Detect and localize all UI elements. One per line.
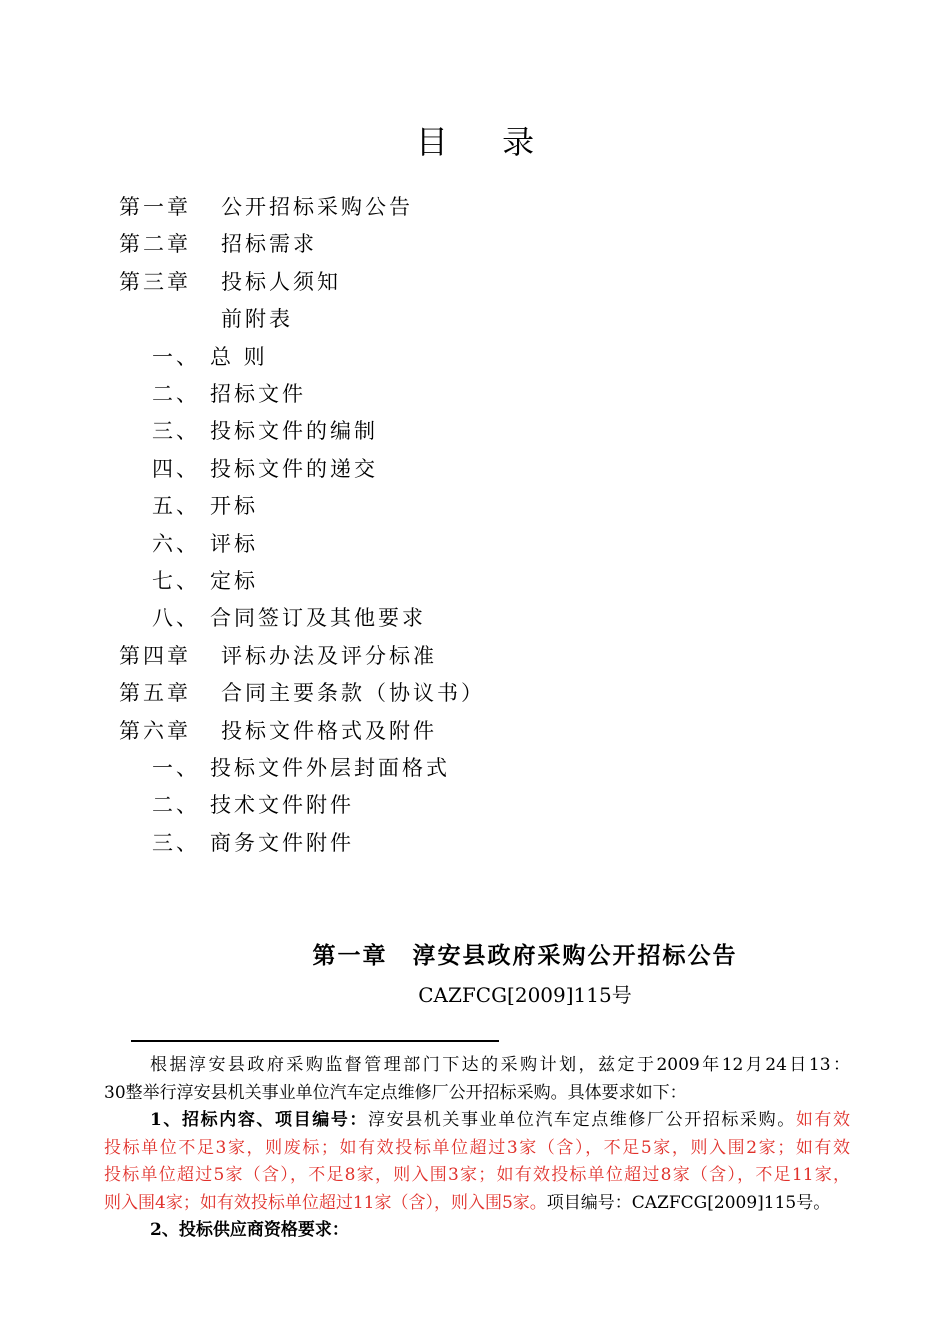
toc-entry-number: 第四章 — [119, 643, 191, 668]
toc-entry-number: 第三章 — [119, 269, 191, 294]
toc-entry-number: 七、 — [152, 569, 200, 593]
toc-entry-text: 投标文件外层封面格式 — [210, 756, 450, 780]
toc-entry-text: 评标办法及评分标准 — [221, 643, 437, 668]
toc-entry-text: 总 则 — [210, 344, 268, 369]
toc-entry-text: 评标 — [210, 531, 258, 556]
announcement-body — [104, 1052, 850, 1245]
item2-label: 2、投标供应商资格要求： — [150, 1220, 349, 1240]
toc-entry-text: 技术文件附件 — [210, 793, 354, 818]
item1-line — [104, 1107, 850, 1135]
toc-entry-number: 二、 — [152, 793, 200, 818]
toc-entry-number: 第六章 — [119, 718, 191, 743]
item1-red-line: 投标单位超过5家（含），不足8家，则入围3家；如有效投标单位超过8家（含），不足11家， — [104, 1165, 850, 1185]
toc-entry-number: 一、 — [152, 344, 200, 369]
intro-line: 30整举行淳安县机关事业单位汽车定点维修厂公开招标采购。具体要求如下： — [104, 1082, 687, 1103]
toc-entry-number: 一、 — [152, 756, 200, 780]
toc-entry-number: 第五章 — [119, 681, 191, 706]
chapter-title: 第一章 淳安县政府采购公开招标公告 — [312, 942, 738, 969]
toc-entry-text: 商务文件附件 — [210, 830, 354, 855]
item1-text: 淳安县机关事业单位汽车定点维修厂公开招标采购。 — [368, 1110, 796, 1130]
toc-entry-number: 八、 — [152, 606, 200, 631]
toc-entry-text: 前附表 — [221, 307, 293, 332]
item1-line — [104, 1190, 850, 1218]
toc-entry-number: 第二章 — [119, 232, 191, 257]
item1-red-text: 如有效 — [795, 1110, 851, 1130]
toc-entry-text: 投标文件的编制 — [210, 419, 378, 444]
intro-paragraph — [104, 1052, 850, 1107]
toc-title: 目 录 — [415, 123, 557, 161]
intro-line: 根据淳安县政府采购监督管理部门下达的采购计划，兹定于2009年12月24日13： — [150, 1055, 850, 1075]
toc-entry-text: 开标 — [210, 494, 258, 519]
item2-paragraph — [104, 1217, 850, 1245]
toc-entry-text: 公开招标采购公告 — [221, 195, 413, 219]
toc-entry-number: 六、 — [152, 531, 200, 556]
toc-entry-number: 第一章 — [119, 195, 191, 219]
toc-entry-number: 三、 — [152, 419, 200, 444]
toc-entry-text: 合同签订及其他要求 — [210, 606, 426, 631]
horizontal-rule — [131, 1040, 499, 1042]
toc-entry-number: 五、 — [152, 494, 200, 519]
toc-entry-text: 招标文件 — [210, 382, 306, 406]
toc-entry-text: 投标文件的递交 — [210, 456, 378, 481]
toc-entry-text: 投标文件格式及附件 — [221, 718, 437, 743]
item1-tail: 项目编号：CAZFCG[2009]115号。 — [546, 1192, 831, 1213]
toc-entry-text: 投标人须知 — [221, 269, 341, 294]
item1-red-text: 则入围4家；如有效投标单位超过11家（含），则入围5家。 — [104, 1192, 547, 1213]
toc-entry-number: 四、 — [152, 456, 200, 481]
item1-paragraph — [104, 1107, 850, 1217]
item1-red-line: 投标单位不足3家，则废标；如有效投标单位超过3家（含），不足5家，则入围2家；如有效 — [104, 1137, 850, 1158]
item1-label: 1、招标内容、项目编号： — [150, 1110, 369, 1130]
toc-entry-text: 合同主要条款（协议书） — [221, 681, 485, 706]
toc-entry-text: 定标 — [210, 569, 258, 593]
toc-entry-number: 三、 — [152, 830, 200, 855]
document-code: CAZFCG[2009]115号 — [418, 983, 632, 1007]
toc-entry-text: 招标需求 — [221, 232, 317, 257]
toc-entry-number: 二、 — [152, 382, 200, 406]
